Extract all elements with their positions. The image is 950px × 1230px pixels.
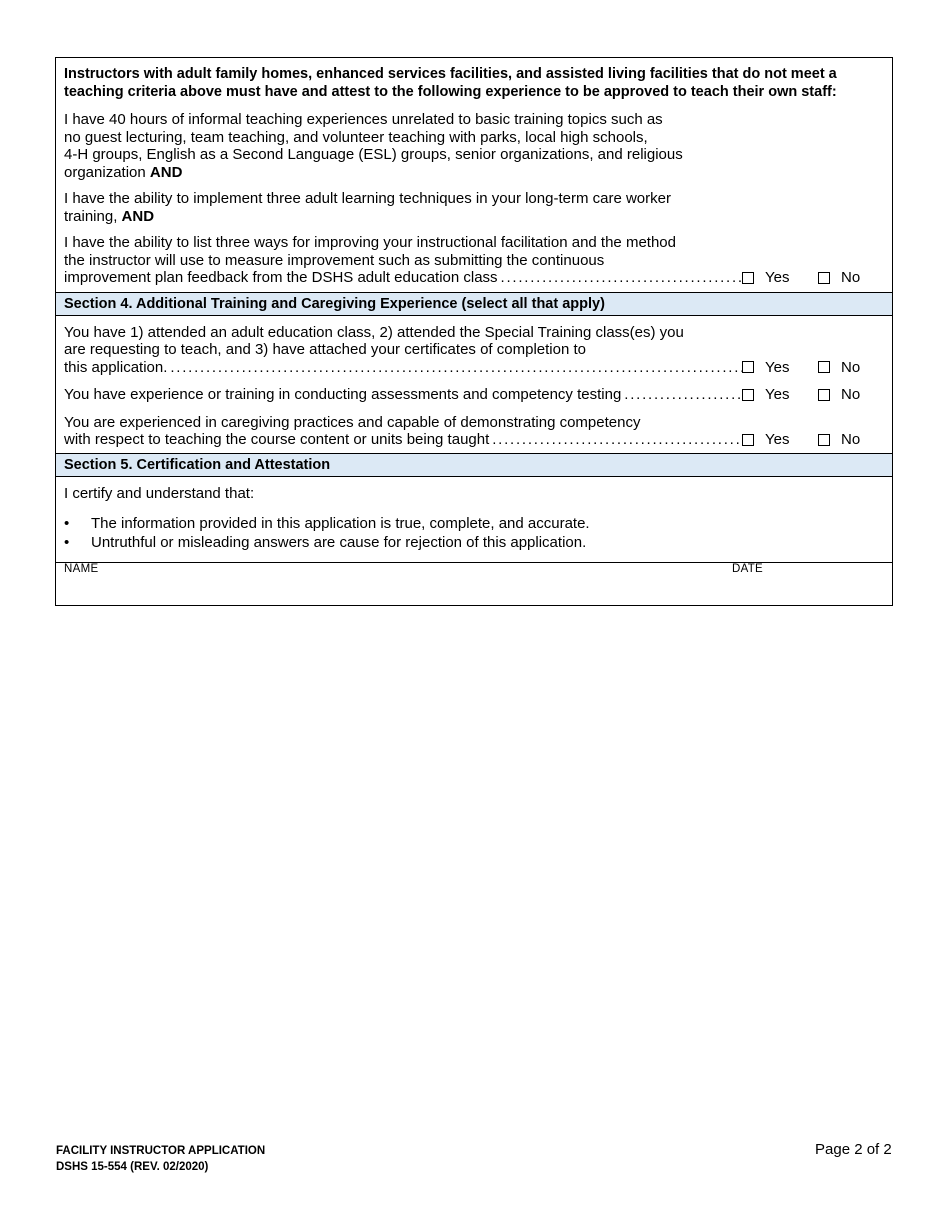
no-label: No xyxy=(841,431,861,448)
no-checkbox[interactable] xyxy=(818,389,830,401)
form-number: DSHS 15-554 (REV. 02/2020) xyxy=(56,1161,209,1173)
q1-no-option[interactable] xyxy=(818,359,878,377)
question-line: You have 1) attended an adult education class, 2) attended the Special Training class(es) you xyxy=(64,323,684,341)
yes-checkbox[interactable] xyxy=(742,389,754,401)
question-line: are requesting to teach, and 3) have attached your certificates of completion to xyxy=(64,341,586,358)
section-4-header: Section 4. Additional Training and Caregiving Experience (select all that apply) xyxy=(56,292,892,316)
yes-checkbox[interactable] xyxy=(742,434,754,446)
q3-no-option[interactable] xyxy=(818,431,878,449)
no-label: No xyxy=(841,269,861,286)
instructor-experience-block xyxy=(56,58,892,292)
q2-yes-option[interactable] xyxy=(742,386,818,404)
no-checkbox[interactable] xyxy=(818,272,830,284)
question-line: You are experienced in caregiving practices and capable of demonstrating competency xyxy=(64,413,641,431)
statement-line: organization xyxy=(64,163,150,181)
assessment-question xyxy=(64,386,884,404)
statement-line: I have 40 hours of informal teaching experiences unrelated to basic training topics such as xyxy=(64,111,663,128)
statement-line: 4-H groups, English as a Second Language (ESL) groups, senior organizations, and religious xyxy=(64,146,683,163)
intro-yes-option[interactable] xyxy=(742,269,818,287)
date-field-label: DATE xyxy=(732,563,764,575)
statement-line: the instructor will use to measure improvement such as submitting the continuous xyxy=(64,251,605,269)
statement-line: I have the ability to implement three adult learning techniques in your long-term care worker xyxy=(64,190,671,207)
instructor-criteria-heading: Instructors with adult family homes, enhanced services facilities, and assisted living facilities that do not meet a teaching criteria above must have and attest to the following experience to be approved to teach their own staff: xyxy=(64,66,837,100)
page-number: Page 2 of 2 xyxy=(815,1141,892,1158)
form-identifier xyxy=(56,1143,265,1175)
yes-label: Yes xyxy=(765,269,790,286)
no-label: No xyxy=(841,358,861,376)
and-connector: AND xyxy=(149,163,183,181)
attestation-list xyxy=(64,514,884,562)
facilitation-improvement-statement xyxy=(64,234,884,292)
certify-lead: I certify and understand that: xyxy=(64,484,255,502)
no-checkbox[interactable] xyxy=(818,434,830,446)
caregiving-question xyxy=(64,414,884,449)
adult-education-question xyxy=(64,324,884,377)
q1-yes-option[interactable] xyxy=(742,359,818,377)
section-5-body xyxy=(56,477,892,563)
question-line: with respect to teaching the course content or units being taught . . . xyxy=(64,431,742,449)
statement-line: improvement plan feedback from the DSHS adult education class . . . xyxy=(64,269,742,287)
section-4-body xyxy=(56,316,892,453)
question-line: You have experience or training in conducting assessments and competency testing . . . xyxy=(64,386,742,404)
q3-yes-option[interactable] xyxy=(742,431,818,449)
q2-no-option[interactable] xyxy=(818,386,878,404)
informal-teaching-statement xyxy=(64,111,884,181)
yes-label: Yes xyxy=(765,431,790,448)
statement-line: no guest lecturing, team teaching, and volunteer teaching with parks, local high schools, xyxy=(64,128,648,146)
yes-checkbox[interactable] xyxy=(742,361,754,373)
name-field-label: NAME xyxy=(64,563,99,575)
list-item: • Untruthful or misleading answers are cause for rejection of this application. xyxy=(64,533,884,552)
signature-row xyxy=(56,562,892,605)
section-5-header: Section 5. Certification and Attestation xyxy=(56,453,892,477)
statement-line: I have the ability to list three ways for improving your instructional facilitation and the method xyxy=(64,234,676,251)
intro-no-option[interactable] xyxy=(818,269,878,287)
yes-checkbox[interactable] xyxy=(742,272,754,284)
statement-line: training, xyxy=(64,207,122,225)
no-label: No xyxy=(841,386,861,403)
yes-label: Yes xyxy=(765,386,790,403)
application-form xyxy=(55,57,893,606)
form-title: FACILITY INSTRUCTOR APPLICATION xyxy=(56,1145,266,1157)
yes-label: Yes xyxy=(765,358,790,376)
no-checkbox[interactable] xyxy=(818,361,830,373)
question-line: this application. . . . xyxy=(64,359,742,377)
adult-learning-statement xyxy=(64,190,884,225)
and-connector: AND xyxy=(121,207,155,225)
list-item: • The information provided in this application is true, complete, and accurate. xyxy=(64,514,884,533)
